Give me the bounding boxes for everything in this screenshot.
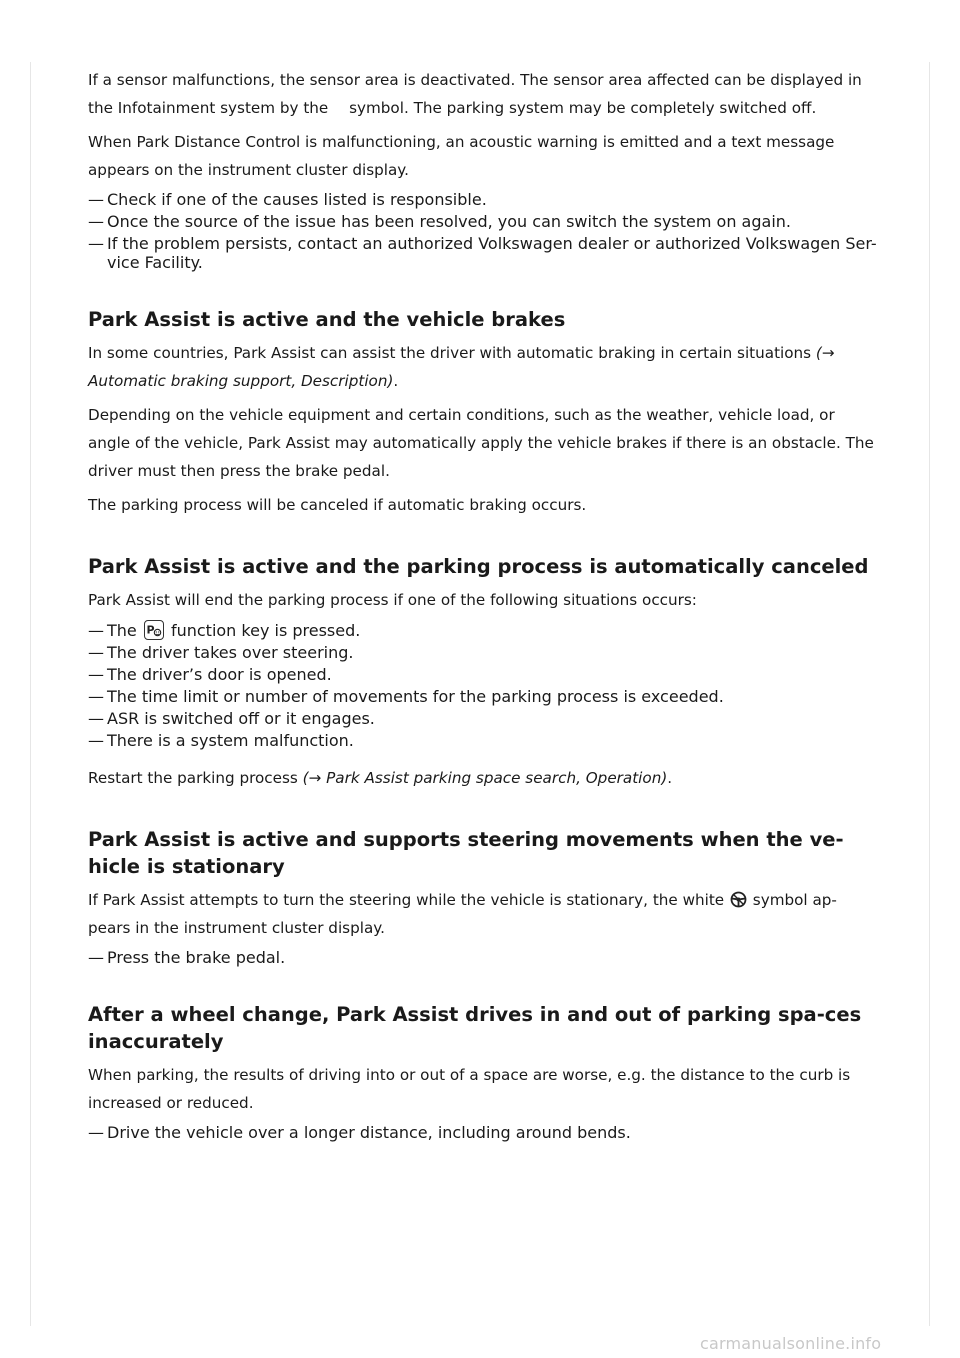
watermark: carmanualsonline.info <box>700 1334 882 1353</box>
restart-text: Restart the parking process <box>88 769 298 787</box>
brakes-period: . <box>393 372 399 390</box>
page-margin-rule-right <box>929 62 930 1326</box>
key-item-prefix: The <box>107 621 137 640</box>
heading-stationary-steering: Park Assist is active and supports steering movements when the ve-hicle is stationary <box>88 828 844 878</box>
restart-paragraph <box>88 764 878 792</box>
stationary-text-part1: If Park Assist attempts to turn the steering while the vehicle is stationary, the white <box>88 891 725 909</box>
page-margin-rule-left <box>30 62 31 1326</box>
canceled-conditions-list <box>88 620 878 750</box>
intro-paragraph-sensor <box>88 66 878 122</box>
brakes-text: In some countries, Park Assist can assist the driver with automatic braking in certain situations <box>88 344 812 362</box>
steering-wheel-icon <box>730 891 747 908</box>
heading-process-canceled: Park Assist is active and the parking process is automatically canceled <box>88 555 869 578</box>
cross-reference-automatic-braking[interactable]: (→ Automatic braking support, Description) <box>88 344 835 390</box>
park-assist-key-icon <box>144 620 164 640</box>
intro-text-part1: If a sensor malfunctions, the sensor area is deactivated. The sensor area affected can be displayed in the Infotainment system by the <box>88 71 862 117</box>
wheel-change-paragraph: When parking, the results of driving into or out of a space are worse, e.g. the distance to the curb is increased or reduced. <box>88 1066 851 1112</box>
cross-reference-parking-space-search[interactable]: (→ Park Assist parking space search, Operation) <box>302 769 668 787</box>
list-item: — ASR is switched off or it engages. <box>88 709 878 728</box>
brakes-paragraph-1 <box>88 339 878 395</box>
list-item: — If the problem persists, contact an authorized Volkswagen dealer or authorized Volkswagen Ser-vice Facility. <box>88 234 878 272</box>
list-item: — Check if one of the causes listed is responsible. <box>88 190 878 209</box>
heading-vehicle-brakes: Park Assist is active and the vehicle brakes <box>88 308 566 331</box>
intro-steps-list <box>88 190 878 272</box>
list-item: — The driver’s door is opened. <box>88 665 878 684</box>
list-item: — The time limit or number of movements for the parking process is exceeded. <box>88 687 878 706</box>
list-item: — The driver takes over steering. <box>88 643 878 662</box>
key-item-suffix: function key is pressed. <box>170 621 361 640</box>
list-item: — There is a system malfunction. <box>88 731 878 750</box>
svg-text:P: P <box>146 623 155 637</box>
stationary-steps-list <box>88 948 878 967</box>
stationary-text-part2: symbol ap-pears in the instrument cluster display. <box>88 891 837 937</box>
list-item: — Press the brake pedal. <box>88 948 878 967</box>
heading-wheel-change: After a wheel change, Park Assist drives in and out of parking spa-ces inaccurately <box>88 1003 862 1053</box>
stationary-paragraph <box>88 886 878 942</box>
wheel-change-steps-list <box>88 1123 878 1142</box>
list-item: — Drive the vehicle over a longer distance, including around bends. <box>88 1123 878 1142</box>
brakes-paragraph-3: The parking process will be canceled if automatic braking occurs. <box>88 496 587 514</box>
list-item: — Once the source of the issue has been resolved, you can switch the system on again. <box>88 212 878 231</box>
canceled-intro: Park Assist will end the parking process if one of the following situations occurs: <box>88 591 697 609</box>
list-item <box>88 620 878 640</box>
page-content <box>88 66 878 1142</box>
intro-text-part2: symbol. The parking system may be completely switched off. <box>349 99 817 117</box>
restart-period: . <box>667 769 673 787</box>
intro-paragraph-pdc: When Park Distance Control is malfunctioning, an acoustic warning is emitted and a text message appears on the instrument cluster display. <box>88 133 835 179</box>
brakes-paragraph-2: Depending on the vehicle equipment and certain conditions, such as the weather, vehicle load, or angle of the vehicle, Park Assist may automatically apply the vehicle brakes if there is an obstacle. The driver must then press the brake pedal. <box>88 406 874 480</box>
